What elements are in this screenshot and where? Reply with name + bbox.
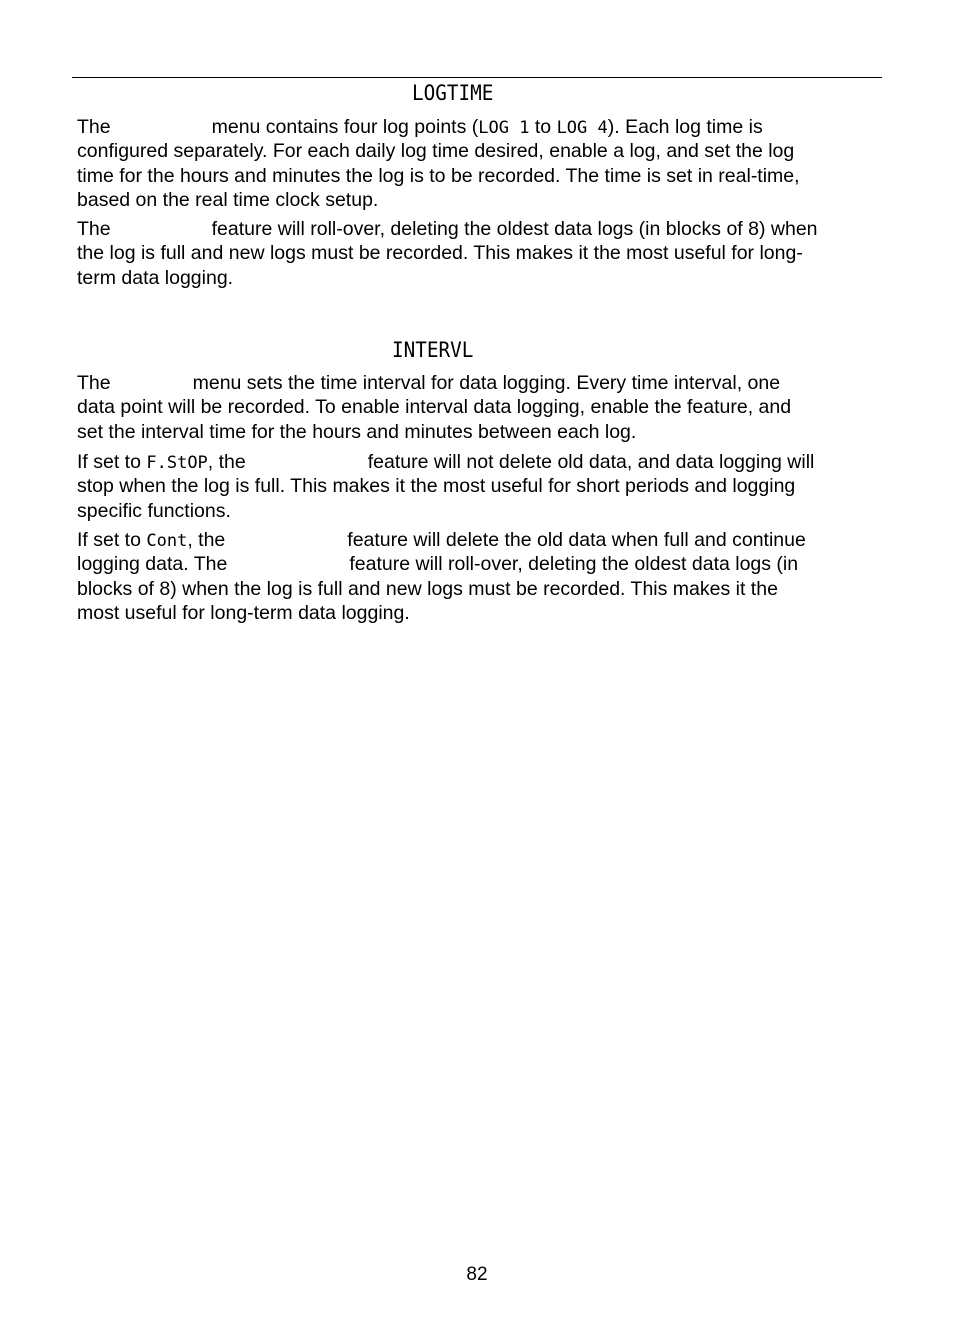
interval-paragraph-3: If set to Cont, the feature will delete the old data when full and continue logging data. The feature will roll-over, deleting the oldest data logs (in blocks of 8) when the log is full and new logs must be recorded. This makes it the most useful for long-term data logging. — [77, 529, 806, 625]
logtime-heading: LOGTIME — [412, 81, 494, 105]
log-1-code: LOG 1 — [478, 118, 530, 138]
page-number: 82 — [466, 1264, 488, 1285]
log-4-code: LOG 4 — [556, 118, 608, 138]
logtime-paragraph-1: The menu contains four log points (LOG 1 to LOG 4). Each log time is configured separately. For each daily log time desired, enable a log, and set the log time for the hours and minutes the log is to be recorded. The time is set in real-time, based on the real time clock setup. — [77, 116, 800, 212]
cont-code: Cont — [146, 531, 188, 551]
logtime-paragraph-2: The feature will roll-over, deleting the oldest data logs (in blocks of 8) when the log is full and new logs must be recorded. This makes it the most useful for long- term data logging. — [77, 218, 818, 289]
header-rule — [72, 77, 882, 78]
fstop-code: F.StOP — [146, 453, 208, 473]
interval-paragraph-1: The menu sets the time interval for data logging. Every time interval, one data point will be recorded. To enable interval data logging, enable the feature, and set the interval time for the hours and minutes between each log. — [77, 372, 792, 443]
interval-paragraph-2: If set to F.StOP, the feature will not delete old data, and data logging will stop when the log is full. This makes it the most useful for short periods and logging specific functions. — [77, 451, 815, 522]
interval-heading: INTERVL — [392, 338, 474, 362]
